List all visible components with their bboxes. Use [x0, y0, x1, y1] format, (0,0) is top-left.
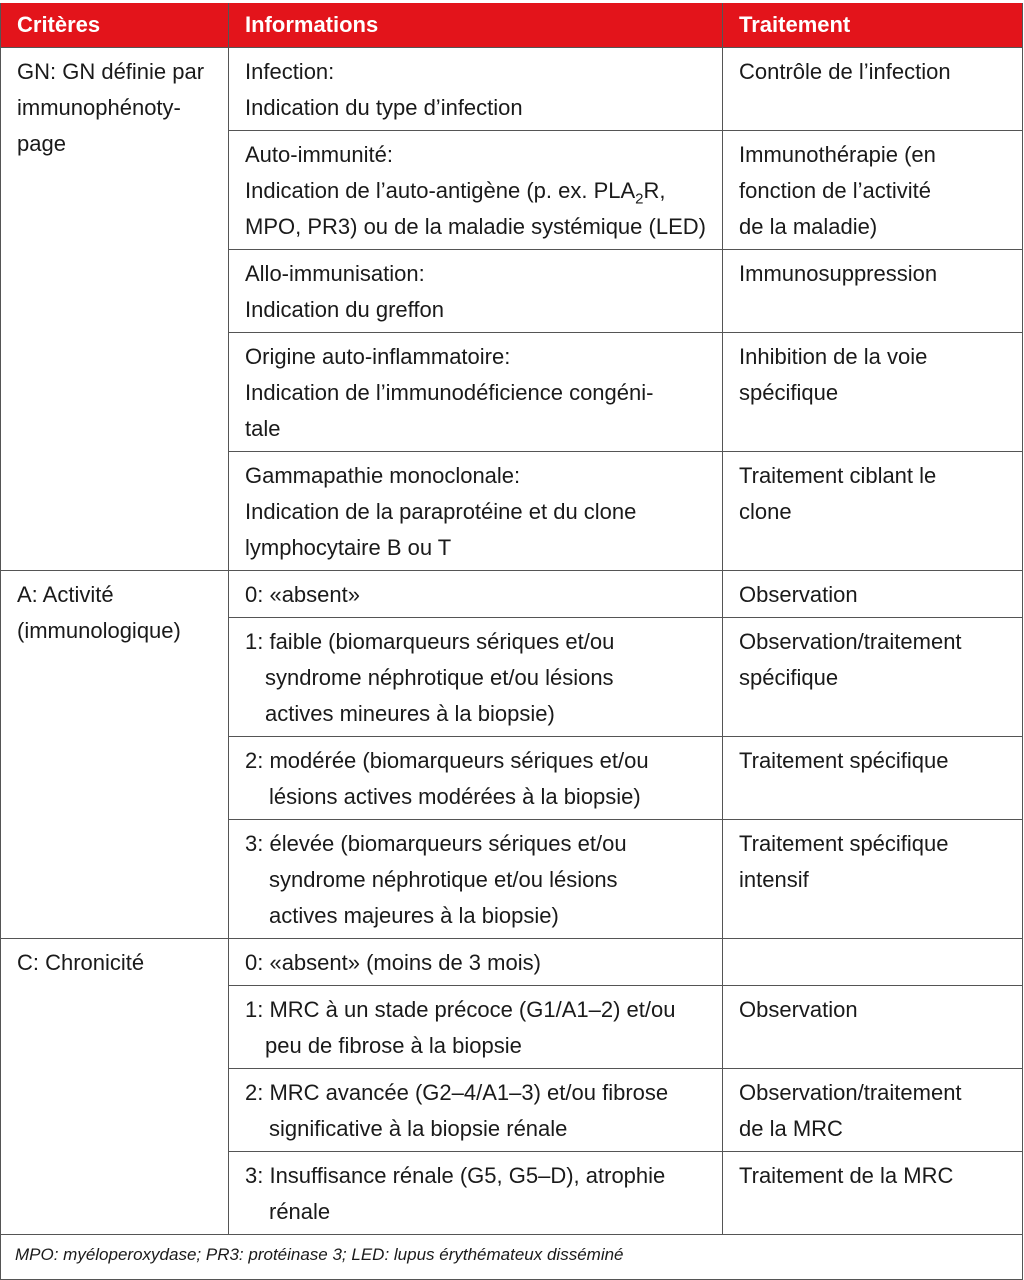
treatment-cell: Contrôle de l’infection	[723, 48, 1023, 131]
info-cell: 2: MRC avancée (G2–4/A1–3) et/ou fibrose significative à la biopsie rénale	[229, 1069, 723, 1152]
info-cell: Auto-immunité: Indication de l’auto-antigène (p. ex. $PLA_2R$, MPO, PR3) ou de la maladie systémique (LED)	[229, 131, 723, 250]
treatment-cell: Traitement spécifique	[723, 737, 1023, 820]
classification-table	[0, 3, 1023, 1280]
treatment-cell: Immunosuppression	[723, 250, 1023, 333]
criterion-gn: GN: GN définie par immunophénoty- page	[1, 48, 229, 571]
info-cell: 0: «absent» (moins de 3 mois)	[229, 939, 723, 986]
footnote: MPO: myéloperoxydase; PR3: protéinase 3; LED: lupus érythémateux disséminé	[1, 1235, 1023, 1280]
treatment-cell: Traitement ciblant le clone	[723, 452, 1023, 571]
criterion-activity: A: Activité (immunologique)	[1, 571, 229, 939]
header-information: Informations	[229, 3, 723, 48]
info-cell: 3: élevée (biomarqueurs sériques et/ou syndrome néphrotique et/ou lésions actives majeures à la biopsie)	[229, 820, 723, 939]
table-row	[1, 48, 1023, 131]
info-cell: Origine auto-inflammatoire: Indication de l’immunodéficience congéni- tale	[229, 333, 723, 452]
header-row	[1, 3, 1023, 48]
info-cell: 3: Insuffisance rénale (G5, G5–D), atrophie rénale	[229, 1152, 723, 1235]
table-row	[1, 939, 1023, 986]
treatment-cell: Traitement de la MRC	[723, 1152, 1023, 1235]
criterion-chronicity: C: Chronicité	[1, 939, 229, 1235]
treatment-cell: Observation/traitement de la MRC	[723, 1069, 1023, 1152]
info-cell: Allo-immunisation: Indication du greffon	[229, 250, 723, 333]
info-cell: Infection: Indication du type d’infection	[229, 48, 723, 131]
treatment-cell: Traitement spécifique intensif	[723, 820, 1023, 939]
info-cell: 2: modérée (biomarqueurs sériques et/ou lésions actives modérées à la biopsie)	[229, 737, 723, 820]
footnote-row	[1, 1235, 1023, 1280]
info-cell: Gammapathie monoclonale: Indication de la paraprotéine et du clone lymphocytaire B ou T	[229, 452, 723, 571]
treatment-cell: Inhibition de la voie spécifique	[723, 333, 1023, 452]
header-criteria: Critères	[1, 3, 229, 48]
treatment-cell: Immunothérapie (en fonction de l’activité de la maladie)	[723, 131, 1023, 250]
treatment-cell: Observation	[723, 986, 1023, 1069]
info-cell: 0: «absent»	[229, 571, 723, 618]
info-cell: 1: MRC à un stade précoce (G1/A1–2) et/ou peu de fibrose à la biopsie	[229, 986, 723, 1069]
treatment-cell	[723, 939, 1023, 986]
treatment-cell: Observation	[723, 571, 1023, 618]
table-row	[1, 571, 1023, 618]
treatment-cell: Observation/traitement spécifique	[723, 618, 1023, 737]
header-treatment: Traitement	[723, 3, 1023, 48]
info-cell: 1: faible (biomarqueurs sériques et/ou syndrome néphrotique et/ou lésions actives mineures à la biopsie)	[229, 618, 723, 737]
